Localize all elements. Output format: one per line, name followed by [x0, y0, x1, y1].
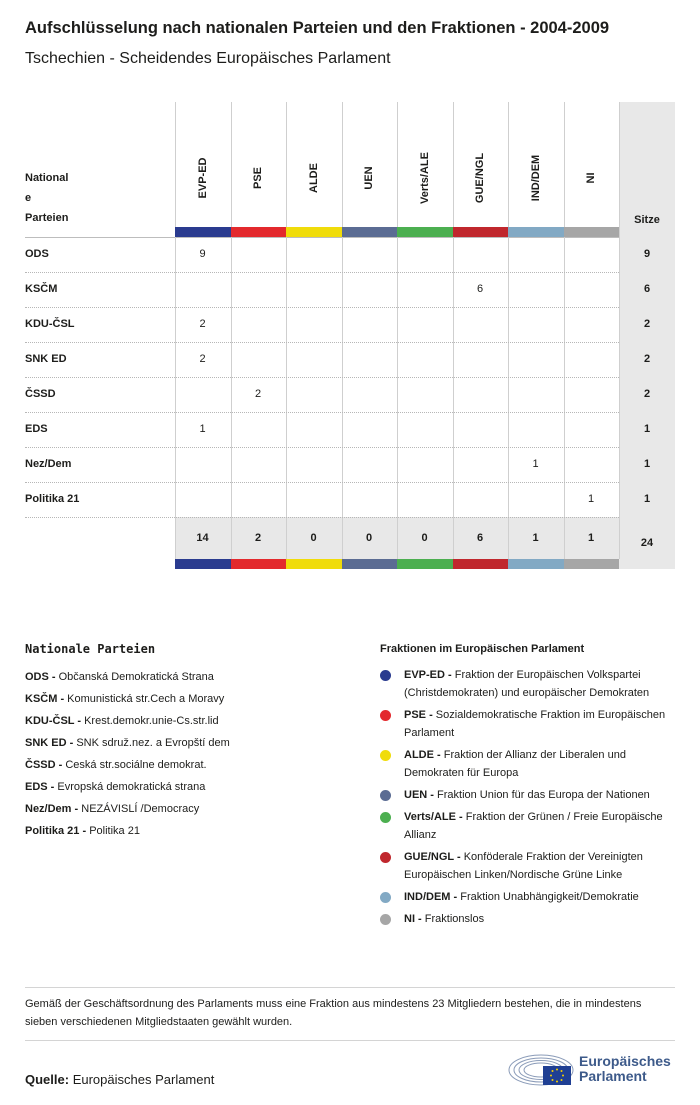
group-column-header: IND/DEM [529, 154, 542, 202]
row-total: 2 [643, 388, 651, 400]
seat-cell: 2 [199, 353, 206, 365]
national-party-item: ČSSD - Ceská str.sociálne demokrat. [25, 759, 207, 771]
group-color-bar [231, 227, 287, 237]
national-party-item: SNK ED - SNK sdruž.nez. a Evropští dem [25, 737, 230, 749]
party-name: KDU-ČSL [25, 318, 75, 330]
group-total: 0 [421, 532, 428, 544]
parliament-hemicycle-icon [507, 1048, 575, 1088]
table-row [25, 342, 675, 377]
seat-cell: 9 [199, 248, 206, 260]
national-party-item: EDS - Evropská demokratická strana [25, 781, 206, 793]
group-total: 1 [587, 532, 595, 544]
table-row [25, 447, 675, 482]
group-legend-item: UEN - Fraktion Union für das Europa der Nationen [380, 786, 680, 804]
table-row [25, 482, 675, 517]
group-color-dot-icon [380, 852, 391, 863]
group-color-bar [286, 227, 342, 237]
group-legend-item: NI - Fraktionslos [380, 910, 680, 928]
group-total: 0 [365, 532, 373, 544]
group-color-dot-icon [380, 892, 391, 903]
group-column-header: UEN [363, 166, 375, 190]
group-color-bar [397, 559, 453, 569]
seat-table [25, 102, 675, 569]
row-total: 1 [643, 423, 651, 435]
group-color-dot-icon [380, 812, 391, 823]
national-party-item: ODS - Občanská Demokratická Strana [25, 671, 214, 683]
page-subtitle: Tschechien - Scheidendes Europäisches Parlament [25, 50, 391, 67]
party-name: EDS [25, 423, 48, 435]
group-legend-item: PSE - Sozialdemokratische Fraktion im Europäischen Parlament [380, 706, 680, 742]
national-parties-title: Nationale Parteien [25, 642, 156, 656]
group-color-dot-icon [380, 914, 391, 925]
row-total: 9 [643, 248, 651, 260]
table-row [25, 272, 675, 307]
group-total: 6 [476, 532, 484, 544]
group-color-bar [564, 227, 620, 237]
logo-text: Europäisches Parlament [579, 1053, 671, 1084]
group-color-bar [175, 559, 231, 569]
row-header-label: National e Parteien [25, 172, 69, 224]
group-color-bar [342, 227, 398, 237]
row-total: 2 [643, 318, 651, 330]
group-color-bar [453, 559, 509, 569]
group-color-bar [508, 559, 564, 569]
table-row [25, 237, 675, 272]
group-column-header: EVP-ED [196, 157, 209, 199]
national-party-item: Nez/Dem - NEZÁVISLÍ /Democracy [25, 803, 200, 815]
source [25, 1072, 214, 1087]
seat-cell: 1 [199, 423, 206, 435]
group-color-bar [397, 227, 453, 237]
row-total: 6 [643, 283, 651, 295]
divider [25, 987, 675, 988]
party-name: Nez/Dem [25, 458, 72, 470]
national-parties-list [25, 666, 345, 842]
row-total: 2 [643, 353, 651, 365]
group-color-dot-icon [380, 670, 391, 681]
table-row [25, 412, 675, 447]
divider [25, 1040, 675, 1041]
european-parliament-logo [507, 1048, 677, 1090]
row-total: 1 [643, 458, 651, 470]
group-total: 0 [310, 532, 317, 544]
party-name: ČSSD [25, 388, 56, 400]
table-row [25, 377, 675, 412]
group-color-bar [175, 227, 231, 237]
seat-cell: 1 [587, 493, 595, 505]
group-legend-item: IND/DEM - Fraktion Unabhängigkeit/Demokratie [380, 888, 680, 906]
source-label: Quelle: [25, 1072, 70, 1087]
group-total: 2 [254, 532, 262, 544]
group-color-bar [286, 559, 342, 569]
seat-cell: 2 [199, 318, 206, 330]
group-color-bar [453, 227, 509, 237]
national-party-item: KDU-ČSL - Krest.demokr.unie-Cs.str.lid [25, 715, 219, 727]
group-color-dot-icon [380, 750, 391, 761]
groups-legend-list [380, 666, 680, 932]
seat-cell: 2 [254, 388, 262, 400]
group-legend-item: Verts/ALE - Fraktion der Grünen / Freie Europäische Allianz [380, 808, 680, 844]
grand-total: 24 [640, 537, 654, 549]
group-color-bar [564, 559, 620, 569]
group-color-dot-icon [380, 710, 391, 721]
party-name: SNK ED [25, 353, 67, 365]
page-title: Aufschlüsselung nach nationalen Parteien und den Fraktionen - 2004-2009 [25, 19, 610, 37]
national-party-item: Politika 21 - Politika 21 [25, 825, 140, 837]
group-total: 1 [532, 532, 539, 544]
group-color-bar [231, 559, 287, 569]
seat-cell: 6 [476, 283, 484, 295]
group-column-header: PSE [252, 166, 264, 190]
group-color-dot-icon [380, 790, 391, 801]
group-total: 14 [196, 532, 209, 544]
seats-header: Sitze [634, 214, 660, 226]
party-name: Politika 21 [25, 493, 80, 505]
party-name: ODS [25, 248, 49, 260]
row-divider [25, 517, 619, 518]
group-column-header: NI [585, 172, 597, 184]
group-column-header: GUE/NGL [474, 152, 486, 204]
seat-cell: 1 [532, 458, 539, 470]
source-value: Europäisches Parlament [72, 1072, 215, 1087]
group-legend-item: EVP-ED - Fraktion der Europäischen Volkspartei (Christdemokraten) und europäischer Demokraten [380, 666, 680, 702]
table-row [25, 307, 675, 342]
group-color-bar [342, 559, 398, 569]
row-total: 1 [643, 493, 651, 505]
group-column-header: Verts/ALE [418, 152, 431, 204]
group-column-header: ALDE [307, 163, 320, 193]
national-party-item: KSČM - Komunistická str.Cech a Moravy [25, 693, 225, 705]
groups-legend-title: Fraktionen im Europäischen Parlament [380, 643, 585, 655]
footnote: Gemäß der Geschäftsordnung des Parlaments muss eine Fraktion aus mindestens 23 Mitgliedern bestehen, die in mindestens sieben verschiedenen Mitgliedstaaten gewählt wurden. [25, 998, 642, 1028]
party-name: KSČM [25, 283, 58, 295]
group-legend-item: GUE/NGL - Konföderale Fraktion der Vereinigten Europäischen Linken/Nordische Grüne Linke [380, 848, 680, 884]
group-legend-item: ALDE - Fraktion der Allianz der Liberalen und Demokraten für Europa [380, 746, 680, 782]
group-color-bar [508, 227, 564, 237]
